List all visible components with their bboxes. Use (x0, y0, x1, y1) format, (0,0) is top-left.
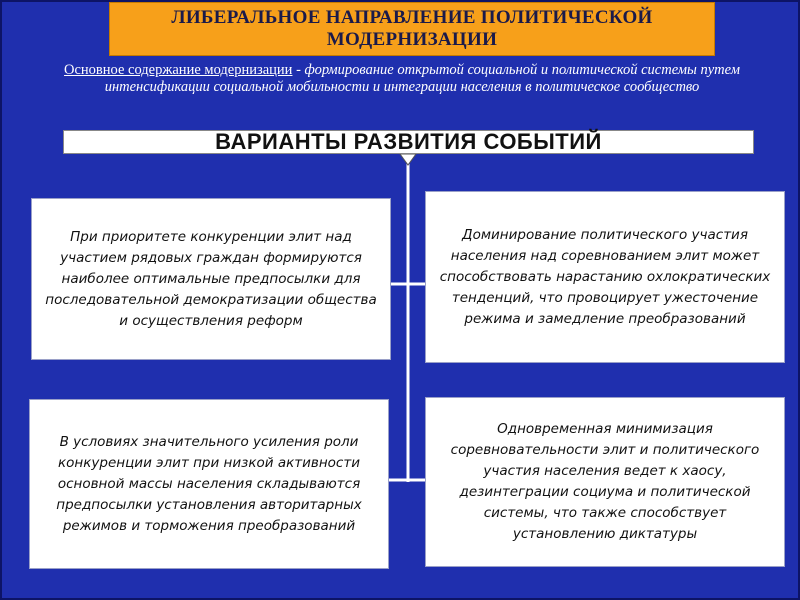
variants-heading: ВАРИАНТЫ РАЗВИТИЯ СОБЫТИЙ (215, 129, 602, 154)
variant-card-top-right (425, 191, 785, 363)
subtitle-body: формирование открытой социальной и политической системы путем интенсификации социальной мобильности и интеграции населения в политическое сообщество (104, 62, 740, 95)
variant-text-top-right: Доминирование политического участия населения над соревнованием элит может способствовать нарастанию охлократических тенденций, что провоцирует ужесточение режима и замедление преобразований (439, 226, 771, 327)
variant-card-bottom-left (29, 399, 389, 569)
variant-text-bottom-right: Одновременная минимизация соревновательности элит и политического участия населения ведет к хаосу, дезинтеграции социума и политической системы, что также способствует установлению диктатуры (450, 421, 760, 542)
variant-text-top-left: При приоритете конкуренции элит над участием рядовых граждан формируются наиболее оптимальные предпосылки для последовательной демократизации общества и осуществления реформ (45, 228, 377, 329)
variant-card-top-left (31, 198, 391, 360)
variant-text-bottom-left: В условиях значительного усиления роли конкуренции элит при низкой активности основной массы населения складываются предпосылки установления авторитарных режимов и торможения преобразований (56, 433, 362, 534)
subtitle-separator: - (292, 62, 305, 78)
slide-title: ЛИБЕРАЛЬНОЕ НАПРАВЛЕНИЕ ПОЛИТИЧЕСКОЙ МОДЕРНИЗАЦИИ (171, 7, 653, 50)
subtitle-lead: Основное содержание модернизации (64, 62, 293, 78)
variants-heading-bar (63, 130, 754, 154)
arrow-down-icon (400, 154, 416, 165)
variant-card-bottom-right (425, 397, 785, 567)
